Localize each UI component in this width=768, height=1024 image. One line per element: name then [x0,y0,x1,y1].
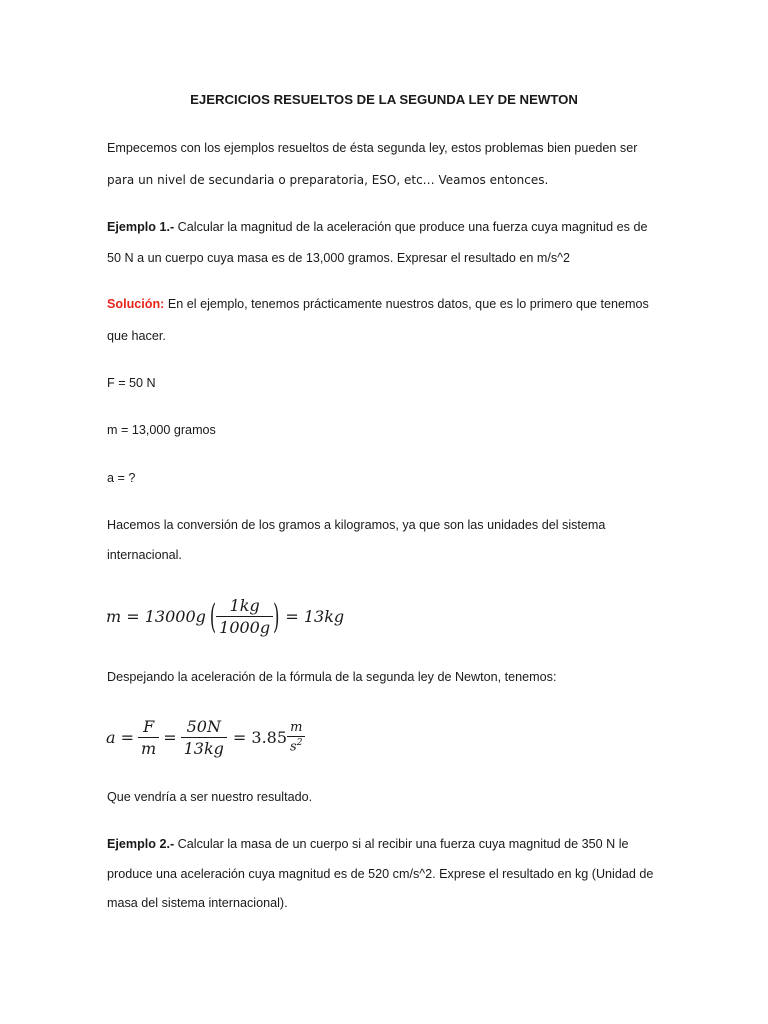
unit-numerator: m [290,719,303,735]
formula-2-result: = 3.85 [232,727,288,747]
formula-1-denominator: 1000g [216,616,273,637]
acceleration-formula [106,713,305,761]
formula-2-lhs: a = [106,727,135,747]
example-1-label: Ejemplo 1.- [107,220,175,234]
fraction-unit [287,720,305,754]
fraction-f-denominator: m [138,737,159,758]
intro-line-1: Empecemos con los ejemplos resueltos de ésta segunda ley, estos problemas bien pueden ser [107,141,638,155]
example-2-line-1 [107,837,629,851]
formula-1-numerator: 1kg [229,595,260,615]
conversion-formula [106,592,344,640]
example-2-line-3: masa del sistema internacional). [107,896,288,910]
solution-line-1 [107,297,649,311]
right-paren: ) [273,596,280,636]
conversion-line-2: internacional. [107,548,182,562]
intro-line-2: para un nivel de secundaria o preparatoria, ESO, etc… Veamos entonces. [107,173,549,187]
fraction-13kg-denominator: 13kg [181,737,227,758]
solution-label: Solución: [107,297,165,311]
fraction-50n-over-13kg [181,717,227,758]
formula-1-fraction [216,596,273,637]
formula-2-equals: = [163,727,177,747]
solution-text-1: En el ejemplo, tenemos prácticamente nuestros datos, que es lo primero que tenemos [164,297,649,311]
fraction-f-over-m [138,717,159,758]
data-acceleration: a = ? [107,471,136,485]
result-line: Que vendría a ser nuestro resultado. [107,790,313,804]
formula-1-lhs: m = 13000g [106,606,206,626]
data-force: F = 50 N [107,376,156,390]
example-2-text-1: Calcular la masa de un cuerpo si al recibir una fuerza cuya magnitud de 350 N le [174,837,629,851]
solution-line-2: que hacer. [107,329,166,343]
example-1-text-1: Calcular la magnitud de la aceleración que produce una fuerza cuya magnitud es de [174,220,648,234]
fraction-50n-numerator: 50N [186,716,221,736]
example-1-line-2: 50 N a un cuerpo cuya masa es de 13,000 gramos. Expresar el resultado en m/s^2 [107,251,571,265]
example-2-line-2: produce una aceleración cuya magnitud es de 520 cm/s^2. Exprese el resultado en kg (Unidad de [107,867,654,881]
page-title: EJERCICIOS RESUELTOS DE LA SEGUNDA LEY DE NEWTON [190,92,578,107]
data-mass: m = 13,000 gramos [107,423,216,437]
unit-denominator [287,736,305,754]
left-paren: ( [209,596,217,636]
unit-exponent: 2 [296,737,303,748]
formula-1-rhs: = 13kg [285,606,345,626]
unit-base: s [290,739,297,755]
example-1-line-1 [107,220,647,234]
fraction-f-numerator: F [143,716,155,736]
conversion-line-1: Hacemos la conversión de los gramos a kilogramos, ya que son las unidades del sistema [107,518,606,532]
despejando-line: Despejando la aceleración de la fórmula de la segunda ley de Newton, tenemos: [107,670,557,684]
example-2-label: Ejemplo 2.- [107,837,175,851]
